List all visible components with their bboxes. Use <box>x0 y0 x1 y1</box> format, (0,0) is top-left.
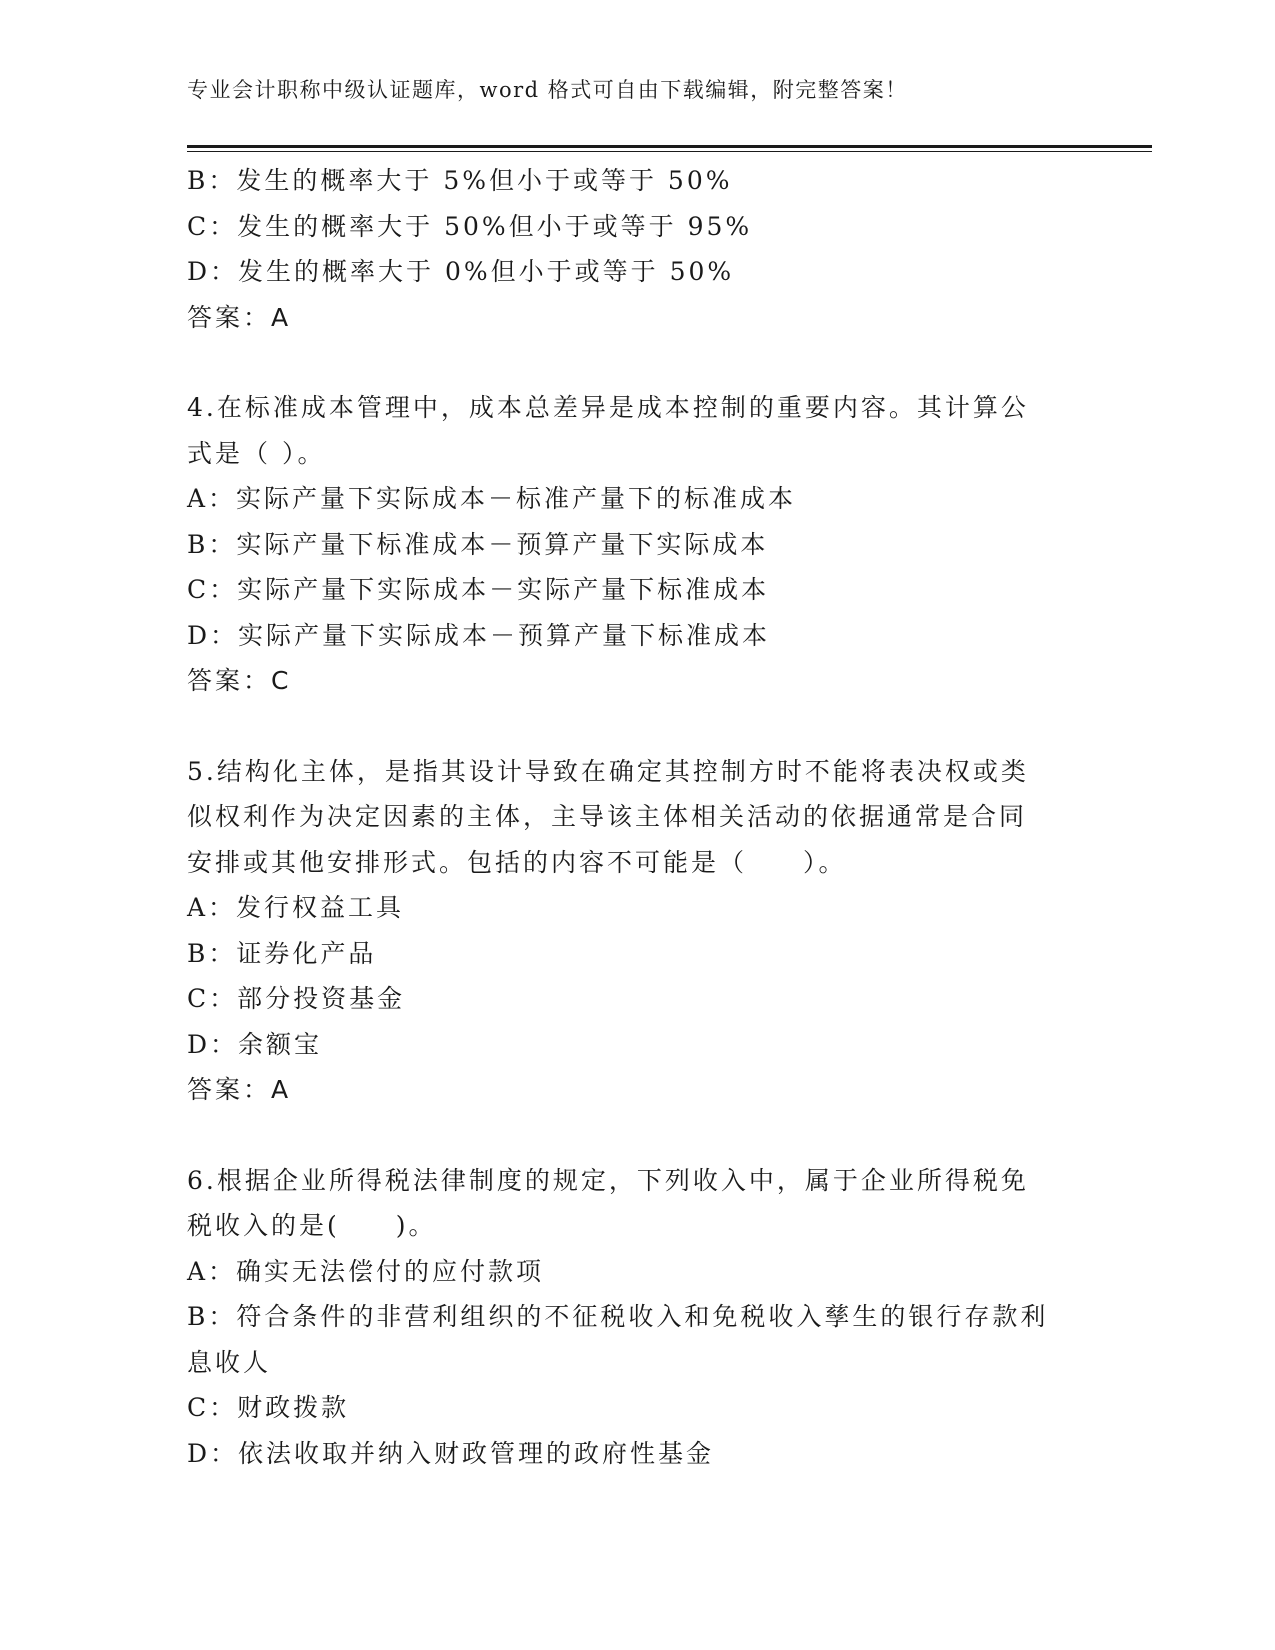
option-c: C：财政拨款 <box>187 1393 350 1422</box>
question-block-3 <box>187 158 1087 340</box>
answer: 答案：A <box>187 302 292 332</box>
question-stem: 6.根据企业所得税法律制度的规定，下列收入中，属于企业所得税免 <box>187 1165 1029 1195</box>
question-block-5 <box>187 749 1087 1113</box>
question-stem: 似权利作为决定因素的主体，主导该主体相关活动的依据通常是合同 <box>187 802 1028 831</box>
option-c: C：部分投资基金 <box>187 984 406 1013</box>
answer: 答案：C <box>187 666 292 695</box>
question-stem: 安排或其他安排形式。包括的内容不可能是（ ）。 <box>187 847 847 877</box>
option-b: B：证券化产品 <box>187 938 377 968</box>
option-b-continued: 息收人 <box>187 1347 272 1377</box>
question-stem: 税收入的是( )。 <box>187 1211 437 1240</box>
option-c: C：发生的概率大于 50%但小于或等于 95% <box>187 211 753 241</box>
option-a: A：确实无法偿付的应付款项 <box>187 1256 545 1286</box>
page-header: 专业会计职称中级认证题库，word 格式可自由下载编辑，附完整答案！ <box>187 78 908 102</box>
option-d: D：发生的概率大于 0%但小于或等于 50% <box>187 257 735 286</box>
question-block-6 <box>187 1158 1087 1477</box>
question-stem: 4.在标准成本管理中，成本总差异是成本控制的重要内容。其计算公 <box>187 393 1029 422</box>
option-d: D：实际产量下实际成本－预算产量下标准成本 <box>187 620 771 650</box>
header-rule-thin <box>187 151 1152 152</box>
option-a: A：发行权益工具 <box>187 893 405 922</box>
option-b: B：实际产量下标准成本－预算产量下实际成本 <box>187 529 769 559</box>
question-content <box>187 158 1087 1476</box>
option-b: B：符合条件的非营利组织的不征税收入和免税收入孳生的银行存款利 <box>187 1302 1049 1331</box>
question-stem: 5.结构化主体，是指其设计导致在确定其控制方时不能将表决权或类 <box>187 756 1029 786</box>
header-rule-thick <box>187 145 1152 148</box>
answer: 答案：A <box>187 1075 292 1104</box>
question-stem: 式是（ ）。 <box>187 438 326 468</box>
option-d: D：依法收取并纳入财政管理的政府性基金 <box>187 1438 715 1468</box>
option-d: D：余额宝 <box>187 1029 323 1059</box>
question-block-4 <box>187 385 1087 704</box>
option-a: A：实际产量下实际成本－标准产量下的标准成本 <box>187 484 797 513</box>
option-b: B：发生的概率大于 5%但小于或等于 50% <box>187 166 733 195</box>
option-c: C：实际产量下实际成本－实际产量下标准成本 <box>187 575 770 604</box>
